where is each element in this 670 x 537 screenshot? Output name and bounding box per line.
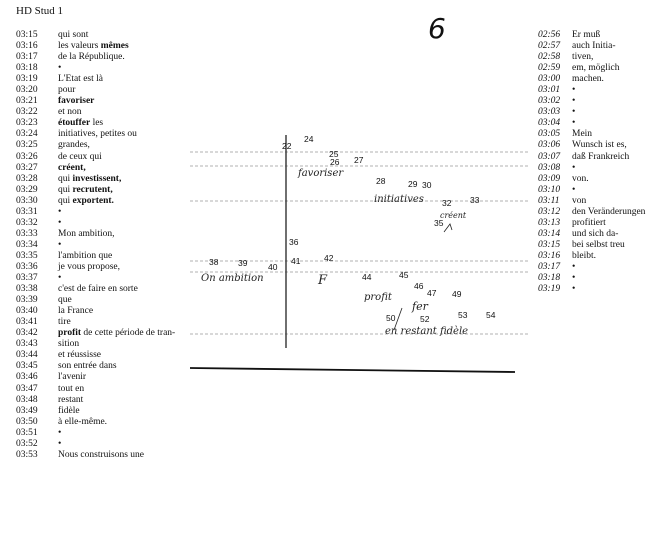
transcript-text: profitiert: [572, 217, 606, 228]
transcript-text: •: [58, 206, 62, 217]
transcript-text: initiatives, petites ou: [58, 129, 137, 140]
timestamp: 03:16: [538, 250, 561, 261]
text-plain: les valeurs: [58, 41, 101, 52]
note-number: 41: [291, 256, 301, 266]
timestamp: 03:09: [538, 173, 561, 184]
note-number: 29: [408, 179, 418, 189]
transcript-text: et non: [58, 107, 82, 118]
document-header: HD Stud 1: [16, 5, 64, 17]
transcript-text: l'ambition que: [58, 250, 113, 261]
timestamp: 03:31: [16, 206, 38, 217]
transcript-text: à elle-même.: [58, 416, 108, 427]
note-number: 33: [470, 195, 480, 205]
timestamp: 03:33: [16, 228, 38, 239]
handwriting-creent: créent: [440, 211, 467, 220]
handwriting-fer: fer: [412, 300, 428, 313]
note-number: 47: [427, 288, 437, 298]
timestamp: 02:56: [538, 30, 561, 40]
note-number: 46: [414, 281, 424, 291]
handwriting-restant-fidele: en restant fidèle: [385, 326, 469, 337]
timestamp: 03:36: [16, 261, 38, 272]
timestamp: 03:29: [16, 184, 38, 195]
timestamp: 03:00: [538, 74, 561, 85]
note-number: 38: [209, 257, 219, 267]
handwriting-initiatives: initiatives: [374, 194, 424, 205]
handwritten-page-number: 6: [428, 12, 446, 45]
transcript-text: machen.: [572, 74, 604, 85]
handwriting-f: F: [318, 273, 328, 288]
timestamp: 03:30: [16, 195, 38, 206]
timestamp: 03:50: [16, 416, 38, 427]
transcript-text: •: [572, 96, 576, 107]
handwriting-favoriser: favoriser: [298, 168, 344, 179]
text-bold: exportent.: [72, 195, 114, 206]
timestamp: 03:06: [538, 140, 561, 151]
timestamp: 03:02: [538, 96, 561, 107]
timestamp: 03:12: [538, 206, 561, 217]
note-number: 39: [238, 258, 248, 268]
note-number: 49: [452, 289, 462, 299]
timestamp: 03:22: [16, 107, 38, 118]
transcript-text: •: [58, 239, 62, 250]
transcript-text: bleibt.: [572, 250, 597, 261]
bottom-rule: [190, 368, 515, 372]
timestamp: 03:24: [16, 129, 38, 140]
text-plain: de cette période de tran-: [81, 328, 176, 339]
transcript-text: •: [58, 273, 62, 284]
timestamp: 03:47: [16, 383, 38, 394]
timestamp: 03:08: [538, 162, 561, 173]
timestamp: 03:42: [16, 328, 38, 339]
text-bold: mêmes: [100, 41, 129, 52]
transcript-text: und sich da-: [572, 228, 619, 239]
transcript-text: •: [572, 118, 576, 129]
transcript-text: L'Etat est là: [58, 74, 103, 85]
timestamp: 03:19: [538, 284, 561, 295]
transcript-text: je vous propose,: [58, 261, 121, 272]
transcript-text: l'avenir: [58, 372, 87, 383]
transcript-text: Mein: [572, 129, 593, 140]
handwriting-mon-ambition: On ambition: [201, 273, 264, 284]
timestamp: 03:10: [538, 184, 561, 195]
transcript-text: von: [572, 195, 587, 206]
note-number: 54: [486, 310, 496, 320]
transcript-text: qui sont: [58, 30, 89, 40]
transcript-text: em, möglich: [572, 63, 620, 74]
transcript-text: créent,: [58, 162, 86, 173]
note-number: 28: [376, 176, 386, 186]
timestamp: 03:17: [16, 52, 38, 63]
transcript-text: c'est de faire en sorte: [58, 284, 138, 295]
transcript-text: restant: [58, 394, 84, 405]
text-bold: profit: [58, 328, 82, 339]
text-plain: les: [90, 118, 104, 129]
note-number: 50: [386, 313, 396, 323]
transcript-text: von.: [572, 173, 589, 184]
text-bold: recrutent,: [72, 184, 113, 195]
transcript-text: •: [572, 162, 576, 173]
text-bold: investissent,: [72, 173, 122, 184]
timestamp: 03:53: [16, 449, 38, 460]
transcript-text: Wunsch ist es,: [572, 140, 627, 151]
transcript-text: •: [58, 217, 62, 228]
handwriting-group: [201, 168, 468, 337]
timestamp: 03:38: [16, 284, 38, 295]
transcript-text: tire: [58, 317, 71, 328]
note-number: 32: [442, 198, 452, 208]
timestamp: 03:01: [538, 85, 561, 96]
timestamp: 03:18: [538, 273, 561, 284]
timestamp: 03:45: [16, 361, 38, 372]
transcript-text: den Veränderungen: [572, 206, 646, 217]
timestamp: 03:26: [16, 151, 38, 162]
note-number: 40: [268, 262, 278, 272]
transcript-text: Nous construisons une: [58, 449, 145, 460]
timestamp: 03:18: [16, 63, 38, 74]
timestamp: 03:27: [16, 162, 38, 173]
timestamp: 03:07: [538, 151, 561, 162]
timestamp: 03:04: [538, 118, 561, 129]
text-plain: qui: [58, 184, 73, 195]
transcript-text: •: [58, 438, 62, 449]
note-number: 52: [420, 314, 430, 324]
timestamp: 03:41: [16, 317, 38, 328]
timestamp: 03:34: [16, 239, 38, 250]
transcript-text: de la République.: [58, 52, 125, 63]
timestamp: 03:39: [16, 295, 38, 306]
timestamp: 03:40: [16, 306, 38, 317]
note-number: 26: [330, 157, 340, 167]
note-number: 36: [289, 237, 299, 247]
note-number: 53: [458, 310, 468, 320]
timestamp: 03:14: [538, 228, 561, 239]
note-numbers: [209, 134, 496, 324]
timestamp: 03:17: [538, 261, 561, 272]
note-number: 42: [324, 253, 334, 263]
timestamp: 03:20: [16, 85, 38, 96]
transcript-text: auch Initia-: [572, 41, 616, 52]
transcript-text: •: [572, 184, 576, 195]
timestamp: 03:49: [16, 405, 38, 416]
transcript-text: daß Frankreich: [572, 151, 630, 162]
timestamp: 03:28: [16, 173, 38, 184]
transcript-text: favoriser: [58, 96, 95, 107]
timestamp: 03:35: [16, 250, 38, 261]
transcript-text: •: [58, 427, 62, 438]
transcript-text: Mon ambition,: [58, 228, 115, 239]
timestamp: 03:37: [16, 273, 38, 284]
timestamp: 03:03: [538, 107, 561, 118]
timestamp: 03:52: [16, 438, 38, 449]
transcript-text: la France: [58, 306, 94, 317]
transcript-text: de ceux qui: [58, 151, 102, 162]
timestamp: 03:13: [538, 217, 561, 228]
transcript-text: •: [572, 85, 576, 96]
timestamp: 03:15: [16, 30, 38, 40]
timestamp: 03:32: [16, 217, 38, 228]
transcript-text: •: [58, 63, 62, 74]
timestamp: 03:11: [538, 195, 560, 206]
transcript-text: grandes,: [58, 140, 90, 151]
timestamp: 03:05: [538, 129, 561, 140]
transcript-text: et réussisse: [58, 350, 102, 361]
note-number: 27: [354, 155, 364, 165]
transcript-text: Er muß: [572, 30, 601, 40]
timestamp: 03:48: [16, 394, 38, 405]
text-plain: qui: [58, 195, 73, 206]
transcript-text: •: [572, 261, 576, 272]
timestamp: 03:16: [16, 41, 38, 52]
timestamp: 03:44: [16, 350, 38, 361]
note-number: 35: [434, 218, 444, 228]
timestamp: 03:51: [16, 427, 38, 438]
timestamp: 03:23: [16, 118, 38, 129]
transcript-text: fidèle: [58, 405, 80, 416]
transcript-text: que: [58, 295, 72, 306]
timestamp: 02:57: [538, 41, 561, 52]
note-number: 44: [362, 272, 372, 282]
note-number: 22: [282, 141, 292, 151]
transcript-text: •: [572, 284, 576, 295]
note-number: 45: [399, 270, 409, 280]
transcript-text: tiven,: [572, 52, 594, 63]
transcript-text: pour: [58, 85, 76, 96]
timestamp: 03:21: [16, 96, 38, 107]
note-number: 30: [422, 180, 432, 190]
timestamp: 03:43: [16, 339, 38, 350]
transcript-text: bei selbst treu: [572, 239, 625, 250]
transcript-text: sition: [58, 339, 80, 350]
transcript-text: tout en: [58, 383, 85, 394]
text-plain: qui: [58, 173, 73, 184]
note-number: 24: [304, 134, 314, 144]
timestamp: 02:58: [538, 52, 561, 63]
handwriting-profit: profit: [364, 292, 392, 303]
transcript-text: son entrée dans: [58, 361, 117, 372]
timestamp: 02:59: [538, 63, 561, 74]
timestamp: 03:25: [16, 140, 38, 151]
timestamp: 03:15: [538, 239, 561, 250]
timestamp: 03:19: [16, 74, 38, 85]
transcript-text: •: [572, 107, 576, 118]
transcript-text: •: [572, 273, 576, 284]
text-bold: étouffer: [58, 118, 91, 129]
note-number: 25: [329, 149, 339, 159]
timestamp: 03:46: [16, 372, 38, 383]
ruled-lines: [190, 152, 530, 334]
